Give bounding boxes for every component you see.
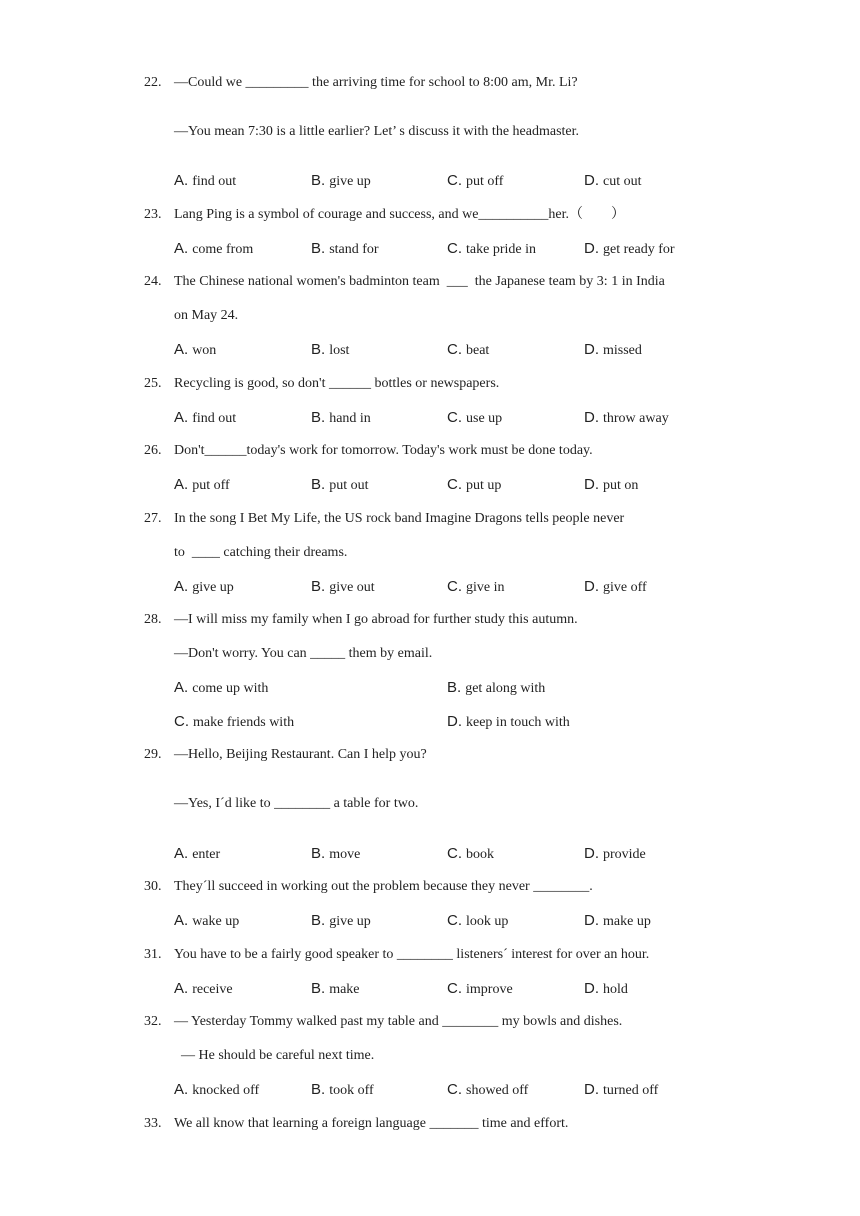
question-number: 22. [144,75,162,90]
option-text: put off [466,174,504,189]
answer-option[interactable] [174,679,268,698]
question-text: — Yesterday Tommy walked past my table and ________ my bowls and dishes. [174,1014,623,1029]
option-text: give up [329,914,371,929]
question-number: 29. [144,747,162,762]
option-text: took off [329,1083,374,1098]
option-letter: C. [447,1081,462,1098]
option-text: use up [466,411,503,426]
answer-option[interactable] [584,845,646,864]
option-text: look up [466,914,509,929]
option-text: put on [603,478,639,493]
answer-option[interactable] [311,240,379,259]
option-text: give up [329,174,371,189]
option-text: get along with [465,681,546,696]
option-letter: B. [311,845,326,862]
option-letter: A. [174,845,189,862]
option-text: move [329,847,361,862]
option-letter: B. [311,172,326,189]
answer-option[interactable] [584,980,628,999]
option-text: throw away [603,411,669,426]
option-letter: A. [174,980,189,997]
option-text: make [329,982,360,997]
answer-option[interactable] [447,172,503,191]
answer-option[interactable] [174,713,294,732]
answer-option[interactable] [174,1081,259,1100]
answer-option[interactable] [311,409,371,428]
option-letter: B. [311,240,326,257]
option-text: missed [603,343,642,358]
option-text: hold [603,982,628,997]
answer-option[interactable] [584,240,675,259]
option-letter: C. [447,240,462,257]
option-text: wake up [192,914,240,929]
answer-option[interactable] [311,1081,374,1100]
question-text: We all know that learning a foreign language _______ time and effort. [174,1116,569,1131]
answer-option[interactable] [174,240,253,259]
option-letter: A. [174,679,189,696]
answer-option[interactable] [311,845,360,864]
option-letter: D. [584,912,599,929]
answer-option[interactable] [174,980,233,999]
option-text: give up [192,580,234,595]
option-text: turned off [603,1083,659,1098]
answer-option[interactable] [447,578,505,597]
answer-option[interactable] [584,1081,658,1100]
option-text: won [192,343,217,358]
answer-option[interactable] [584,476,638,495]
answer-option[interactable] [311,912,371,931]
option-text: take pride in [466,242,536,257]
option-letter: B. [447,679,462,696]
answer-option[interactable] [447,1081,528,1100]
question-number: 32. [144,1014,162,1029]
answer-option[interactable] [584,341,642,360]
option-letter: B. [311,980,326,997]
question-text: Recycling is good, so don't ______ bottles or newspapers. [174,376,500,391]
answer-option[interactable] [174,845,220,864]
option-letter: C. [447,172,462,189]
option-letter: C. [174,713,189,730]
question-text: —I will miss my family when I go abroad for further study this autumn. [174,612,578,627]
option-text: cut out [603,174,642,189]
option-text: keep in touch with [466,715,570,730]
option-letter: D. [584,476,599,493]
answer-option[interactable] [311,980,360,999]
option-letter: C. [447,476,462,493]
option-text: provide [603,847,646,862]
question-text: In the song I Bet My Life, the US rock band Imagine Dragons tells people never [174,511,625,526]
option-letter: A. [174,409,189,426]
option-text: come from [192,242,254,257]
question-text: —Hello, Beijing Restaurant. Can I help you? [174,747,427,762]
question-text: —Yes, I´d like to ________ a table for two. [174,796,419,811]
answer-option[interactable] [447,409,502,428]
question-text: —Don't worry. You can _____ them by email. [174,646,433,661]
option-text: put out [329,478,369,493]
answer-option[interactable] [174,409,236,428]
option-text: receive [192,982,233,997]
question-text: Don't______today's work for tomorrow. Today's work must be done today. [174,443,593,458]
question-text: They´ll succeed in working out the problem because they never ________. [174,879,593,894]
answer-option[interactable] [447,912,508,931]
option-letter: C. [447,578,462,595]
question-number: 26. [144,443,162,458]
option-letter: A. [174,912,189,929]
answer-option[interactable] [584,578,647,597]
question-text: on May 24. [174,308,239,323]
answer-option[interactable] [311,578,375,597]
question-number: 23. [144,207,162,222]
option-letter: D. [584,578,599,595]
option-letter: C. [447,912,462,929]
option-text: hand in [329,411,371,426]
option-text: give out [329,580,375,595]
answer-option[interactable] [311,476,368,495]
option-letter: C. [447,980,462,997]
answer-option[interactable] [174,172,236,191]
question-text: You have to be a fairly good speaker to ________ listeners´ interest for over an hour. [174,947,650,962]
option-text: book [466,847,494,862]
answer-option[interactable] [447,845,494,864]
option-letter: B. [311,341,326,358]
option-text: enter [192,847,221,862]
option-text: improve [466,982,513,997]
option-text: give off [603,580,647,595]
question-number: 33. [144,1116,162,1131]
option-letter: C. [447,341,462,358]
option-letter: D. [447,713,462,730]
answer-option[interactable] [311,341,349,360]
option-letter: C. [447,845,462,862]
answer-option[interactable] [447,679,545,698]
question-text: Lang Ping is a symbol of courage and success, and we__________her.（ ） [174,207,626,222]
answer-option[interactable] [584,409,669,428]
option-letter: D. [584,240,599,257]
option-letter: A. [174,1081,189,1098]
answer-option[interactable] [174,912,239,931]
answer-option[interactable] [447,713,570,732]
option-letter: B. [311,476,326,493]
option-letter: D. [584,1081,599,1098]
option-letter: B. [311,409,326,426]
question-number: 28. [144,612,162,627]
option-letter: B. [311,1081,326,1098]
option-text: showed off [466,1083,529,1098]
question-number: 30. [144,879,162,894]
option-letter: A. [174,240,189,257]
option-letter: D. [584,845,599,862]
answer-option[interactable] [447,980,513,999]
option-text: give in [466,580,505,595]
question-text: to ____ catching their dreams. [174,545,348,560]
option-text: put up [466,478,502,493]
answer-option[interactable] [174,578,234,597]
option-text: lost [329,343,350,358]
option-text: put off [192,478,230,493]
option-text: make up [603,914,651,929]
option-letter: D. [584,980,599,997]
question-number: 27. [144,511,162,526]
answer-option[interactable] [584,172,642,191]
option-text: get ready for [603,242,675,257]
option-letter: D. [584,341,599,358]
option-text: make friends with [193,715,295,730]
question-number: 25. [144,376,162,391]
answer-option[interactable] [447,240,536,259]
answer-option[interactable] [311,172,371,191]
option-letter: B. [311,578,326,595]
option-text: come up with [192,681,269,696]
answer-option[interactable] [174,476,230,495]
option-letter: B. [311,912,326,929]
question-number: 24. [144,274,162,289]
question-text: The Chinese national women's badminton team ___ the Japanese team by 3: 1 in India [174,274,665,289]
question-text: —Could we _________ the arriving time for school to 8:00 am, Mr. Li? [174,75,578,90]
option-letter: A. [174,476,189,493]
answer-option[interactable] [447,341,489,360]
option-letter: D. [584,409,599,426]
option-text: find out [192,411,237,426]
option-letter: A. [174,172,189,189]
question-text: — He should be careful next time. [174,1048,375,1063]
option-text: knocked off [192,1083,260,1098]
question-number: 31. [144,947,162,962]
answer-option[interactable] [174,341,216,360]
option-text: beat [466,343,490,358]
option-letter: D. [584,172,599,189]
answer-option[interactable] [584,912,651,931]
answer-option[interactable] [447,476,501,495]
option-text: stand for [329,242,379,257]
option-letter: A. [174,578,189,595]
option-letter: A. [174,341,189,358]
option-text: find out [192,174,237,189]
option-letter: C. [447,409,462,426]
question-text: —You mean 7:30 is a little earlier? Let’ s discuss it with the headmaster. [174,124,580,139]
